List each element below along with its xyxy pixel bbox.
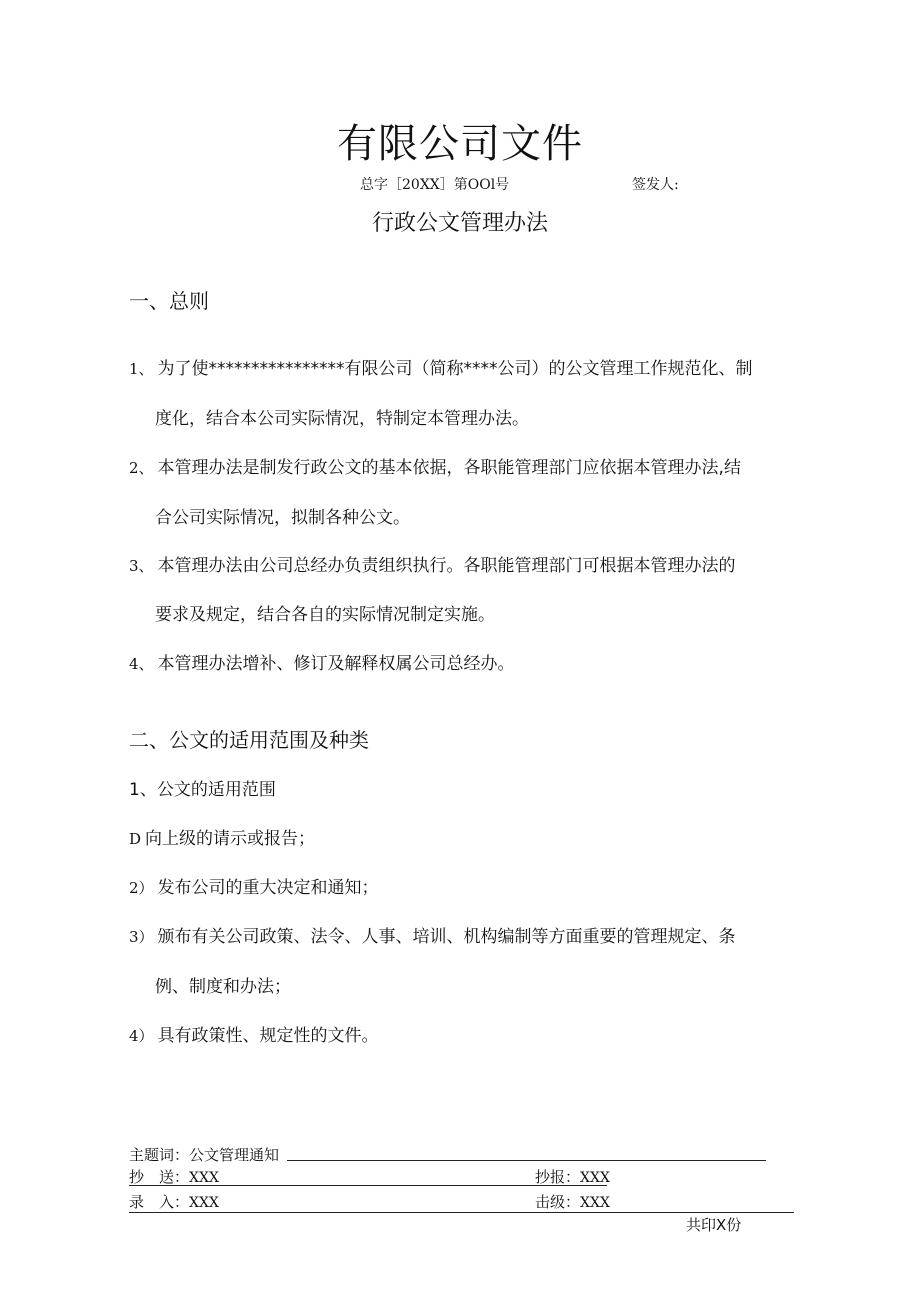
document-subtitle: 行政公文管理办法 <box>371 211 548 236</box>
section-heading-general: 一、总则 <box>129 289 209 313</box>
item-text: 本管理办法增补、修订及解释权属公司总经办。 <box>157 654 515 674</box>
entry-label: 录 入： <box>129 1193 190 1211</box>
paragraph-item <box>129 551 736 576</box>
level-row <box>535 1191 610 1212</box>
item-text: 颁布有关公司政策、法令、人事、培训、机构编制等方面重要的管理规定、条 <box>157 927 736 947</box>
item-text: 本管理办法是制发行政公文的基本依据，各职能管理部门应依据本管理办法,结 <box>157 458 741 478</box>
report-value: XXX <box>580 1170 610 1186</box>
paragraph-continuation: 例、制度和办法； <box>155 977 291 997</box>
item-text: 具有政策性、规定性的文件。 <box>157 1026 379 1046</box>
cc-value: XXX <box>189 1170 219 1186</box>
level-value: XXX <box>580 1195 610 1211</box>
item-number: 4） <box>129 1027 154 1045</box>
paragraph-continuation: 度化，结合本公司实际情况，特制定本管理办法。 <box>155 409 529 429</box>
item-text: 本管理办法由公司总经办负责组织执行。各职能管理部门可根据本管理办法的 <box>157 556 736 576</box>
paragraph-continuation: 合公司实际情况，拟制各种公文。 <box>155 508 410 528</box>
list-item <box>129 824 315 849</box>
footer-bottom-divider <box>129 1212 794 1213</box>
level-label: 击级： <box>535 1193 581 1211</box>
item-number: 2、 <box>129 459 154 477</box>
item-number: 3） <box>129 928 154 946</box>
item-text: 向上级的请示或报告； <box>145 829 316 849</box>
section-heading-scope: 二、公文的适用范围及种类 <box>129 728 369 752</box>
signer-label: 签发人: <box>632 177 679 193</box>
subsection-heading: 1、公文的适用范围 <box>129 780 276 800</box>
paragraph-item <box>129 649 515 674</box>
subject-underline <box>287 1160 766 1161</box>
cc-label: 抄 送： <box>129 1168 190 1186</box>
copies-count: 共印X份 <box>686 1216 742 1234</box>
paragraph-item <box>129 453 741 478</box>
paragraph-item <box>129 354 753 379</box>
item-text: 为了使****************有限公司（简称****公司）的公文管理工作规范化、制 <box>157 359 753 379</box>
document-title: 有限公司文件 <box>337 121 583 167</box>
item-number: 1、 <box>129 360 154 378</box>
item-number: 4、 <box>129 655 154 673</box>
list-item <box>129 922 736 947</box>
entry-row <box>129 1191 219 1212</box>
list-item <box>129 1021 379 1046</box>
subject-keywords: 主题词：公文管理通知 <box>129 1146 280 1164</box>
item-text: 发布公司的重大决定和通知； <box>157 878 379 898</box>
list-item <box>129 873 379 898</box>
entry-value: XXX <box>189 1195 219 1211</box>
report-label: 抄报： <box>535 1168 581 1186</box>
item-number: D <box>129 830 142 848</box>
cc-row <box>129 1166 219 1187</box>
footer-divider <box>129 1185 607 1186</box>
item-number: 3、 <box>129 557 154 575</box>
paragraph-continuation: 要求及规定，结合各自的实际情况制定实施。 <box>155 605 495 625</box>
document-number: 总字［20XX］第OOl号 <box>360 177 510 193</box>
report-row <box>535 1166 610 1187</box>
item-number: 2） <box>129 879 154 897</box>
